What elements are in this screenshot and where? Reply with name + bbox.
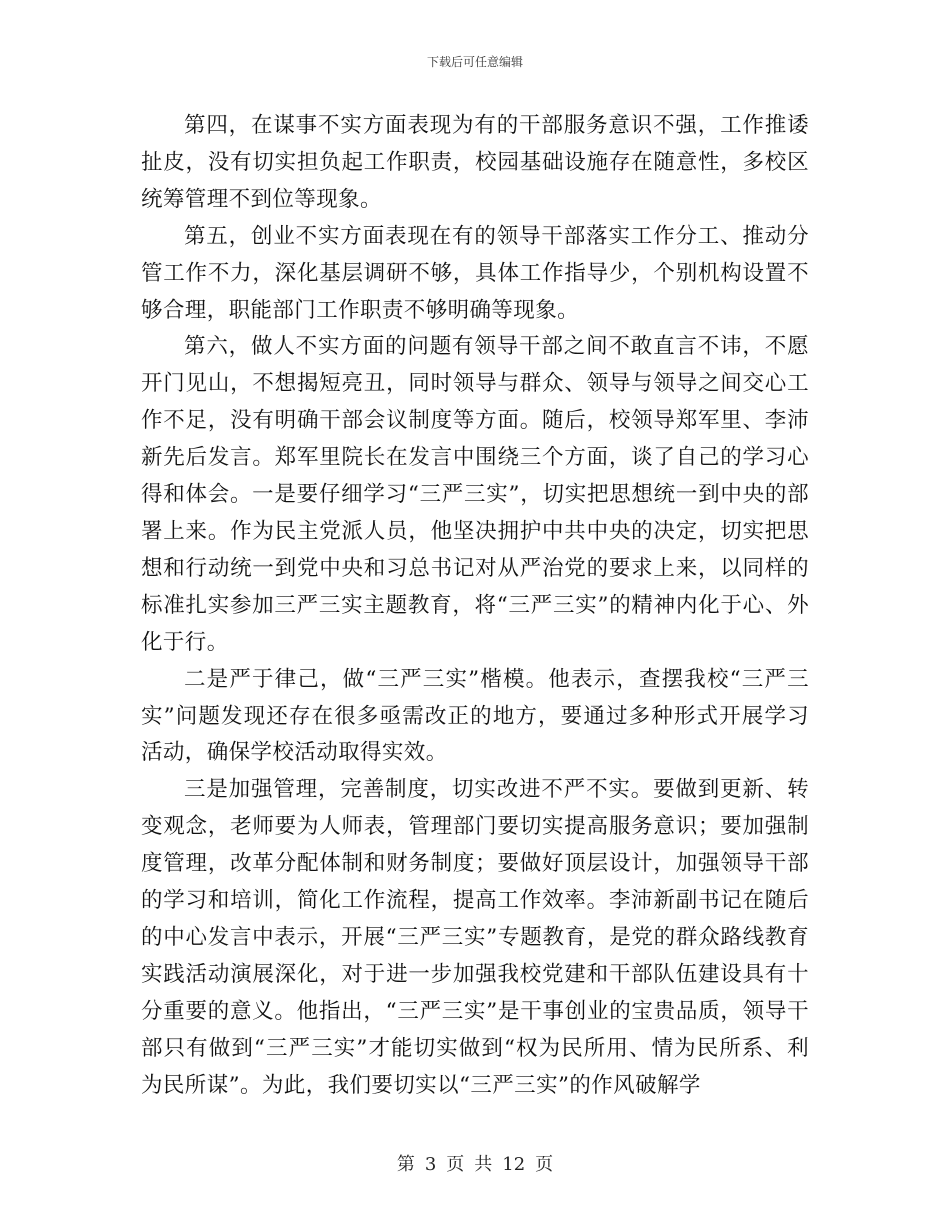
footer-label-ye: 页	[446, 1154, 465, 1175]
page-header-note: 下载后可任意编辑	[426, 55, 523, 69]
footer-label-gong: 共	[474, 1154, 493, 1175]
paragraph-4: 第四，在谋事不实方面表现为有的干部服务意识不强，工作推诿扯皮，没有切实担负起工作职责，校园基础设施存在随意性，多校区统筹管理不到位等现象。	[141, 113, 809, 212]
footer-label-di: 第	[396, 1154, 415, 1175]
footer-page-number: 3	[424, 1154, 437, 1175]
paragraph-6: 第六，做人不实方面的问题有领导干部之间不敢直言不讳，不愿开门见山，不想揭短亮丑，同时领导与群众、领导与领导之间交心工作不足，没有明确干部会议制度等方面。随后，校领导郑军里、李沛新先后发言。郑军里院长在发言中围绕三个方面，谈了自己的学习心得和体会。一是要仔细学习“三严三实”，切实把思想统一到中央的部署上来。作为民主党派人员，他坚决拥护中共中央的决定，切实把思想和行动统一到党中央和习总书记对从严治党的要求上来，以同样的标准扎实参加三严三实主题教育，将“三严三实”的精神内化于心、外化于行。	[141, 334, 809, 655]
document-body	[141, 108, 809, 1104]
footer-total-pages: 12	[502, 1154, 526, 1175]
paragraph-point-2: 二是严于律己，做“三严三实”楷模。他表示，查摆我校“三严三实”问题发现还存在很多亟需改正的地方，要通过多种形式开展学习活动，确保学校活动取得实效。	[141, 666, 809, 766]
paragraph-point-3: 三是加强管理，完善制度，切实改进不严不实。要做到更新、转变观念，老师要为人师表，管理部门要切实提高服务意识；要加强制度管理，改革分配体制和财务制度；要做好顶层设计，加强领导干部的学习和培训，简化工作流程，提高工作效率。李沛新副书记在随后的中心发言中表示，开展“三严三实”专题教育，是党的群众路线教育实践活动演展深化，对于进一步加强我校党建和干部队伍建设具有十分重要的意义。他指出，“三严三实”是干事创业的宝贵品质，领导干部只有做到“三严三实”才能切实做到“权为民所用、情为民所系、利为民所谋”。为此，我们要切实以“三严三实”的作风破解学	[141, 777, 809, 1098]
page-footer	[0, 1153, 950, 1177]
footer-label-ye-end: 页	[535, 1154, 554, 1175]
paragraph-5: 第五，创业不实方面表现在有的领导干部落实工作分工、推动分管工作不力，深化基层调研不够，具体工作指导少，个别机构设置不够合理，职能部门工作职责不够明确等现象。	[141, 223, 809, 323]
